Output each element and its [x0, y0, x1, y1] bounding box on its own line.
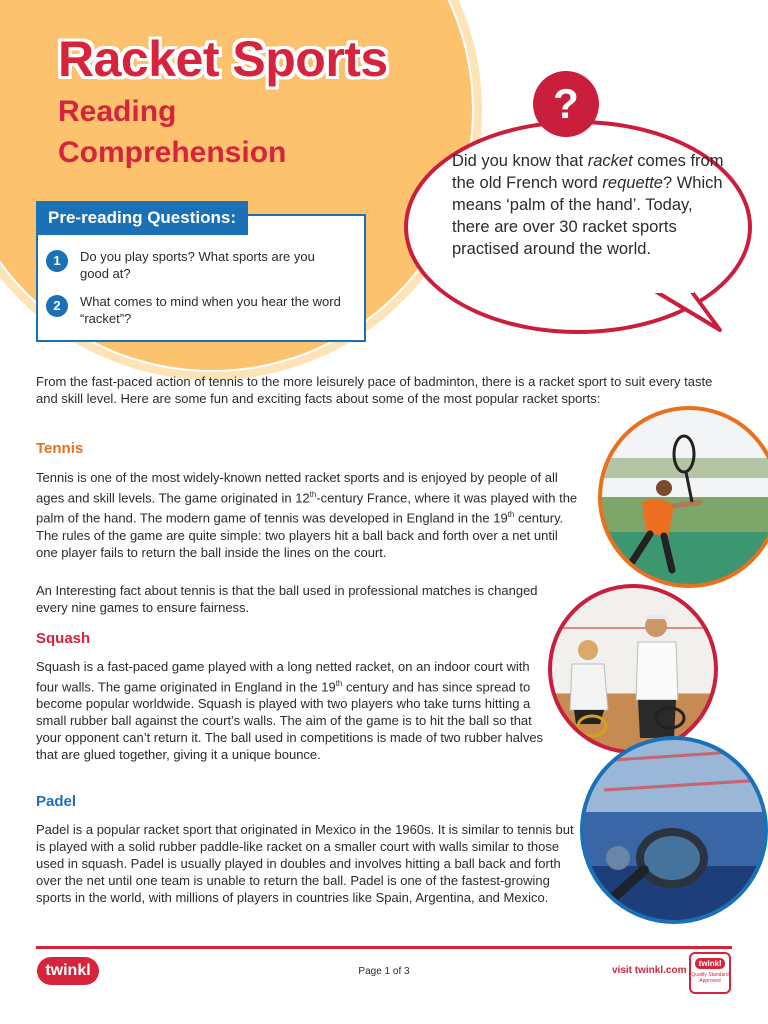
question-mark-icon: ?: [533, 71, 599, 137]
question-text: What comes to mind when you hear the word “racket”?: [80, 294, 341, 326]
page-subtitle-line1: Reading: [58, 95, 177, 128]
section-heading-squash: Squash: [36, 630, 91, 647]
question-number-badge: 1: [46, 250, 68, 272]
quality-badge-icon: twinkl Quality Standard Approved: [689, 952, 731, 994]
squash-players-illustration: [552, 588, 714, 750]
squash-paragraph: Squash is a fast-paced game played with a long netted racket, on an indoor court with four walls. The game originated in England in the 19th century and has since spread to become popular worldwide. Squash is played with two players who take turns hitting a small rubber ball against the court's walls. The aim of the game is to hit the ball so that your opponent can’t return it. The ball used in competitions is made of two rubber halves that are glued together, giving it a unique bounce.: [36, 659, 544, 763]
squash-photo: [548, 584, 718, 754]
tennis-player-illustration: [602, 410, 768, 584]
tennis-paragraph-1: Tennis is one of the most widely-known netted racket sports and is enjoyed by people of all ages and skill levels. The game originated in 12th-century France, where it was played with the palm of the hand. The modern game of tennis was developed in England in the 19th century. The rules of the game are quite simple: two players hit a ball back and forth over a net until one player fails to return the ball inside the lines on the court.: [36, 470, 578, 560]
prereading-heading: Pre-reading Questions:: [36, 201, 248, 235]
question-text: Do you play sports? What sports are you good at?: [80, 249, 315, 281]
padel-photo: [580, 736, 768, 924]
page-title: Racket Sports: [58, 31, 388, 87]
prereading-question-2: [46, 293, 346, 327]
page-number: Page 1 of 3: [358, 966, 410, 977]
question-number-badge: 2: [46, 295, 68, 317]
visit-link[interactable]: visit twinkl.com: [612, 965, 687, 976]
tennis-paragraph-2: An Interesting fact about tennis is that the ball used in professional matches is changed every nine games to ensure fairness.: [36, 583, 538, 615]
padel-paragraph: Padel is a popular racket sport that originated in Mexico in the 1960s. It is similar to tennis but is played with a solid rubber paddle-like racket on a smaller court with walls similar to those used in squash. Padel is usually played in doubles and involves hitting a ball back and forth over the net until one team is unable to return the ball. Padel is one of the fastest-growing sports in the world, with millions of players in countries like Spain, Argentina, and Mexico.: [36, 822, 574, 905]
prereading-question-1: [46, 248, 346, 282]
fact-bubble-text: Did you know that racket comes from the old French word requette? Which means ‘palm of the hand’. Today, there are over 30 racket sports practised around the world.: [452, 152, 724, 258]
section-heading-padel: Padel: [36, 793, 77, 810]
padel-racket-illustration: [584, 740, 764, 920]
twinkl-logo[interactable]: twinkl: [37, 957, 99, 985]
page-subtitle-line2: Comprehension: [58, 136, 287, 169]
section-heading-tennis: Tennis: [36, 440, 84, 457]
footer-divider: [36, 946, 732, 949]
tennis-photo: [598, 406, 768, 588]
speech-bubble-tail: [648, 286, 728, 334]
intro-paragraph: From the fast-paced action of tennis to the more leisurely pace of badminton, there is a racket sport to suit every taste and skill level. Here are some fun and exciting facts about some of the most popular racket sports:: [36, 374, 713, 406]
